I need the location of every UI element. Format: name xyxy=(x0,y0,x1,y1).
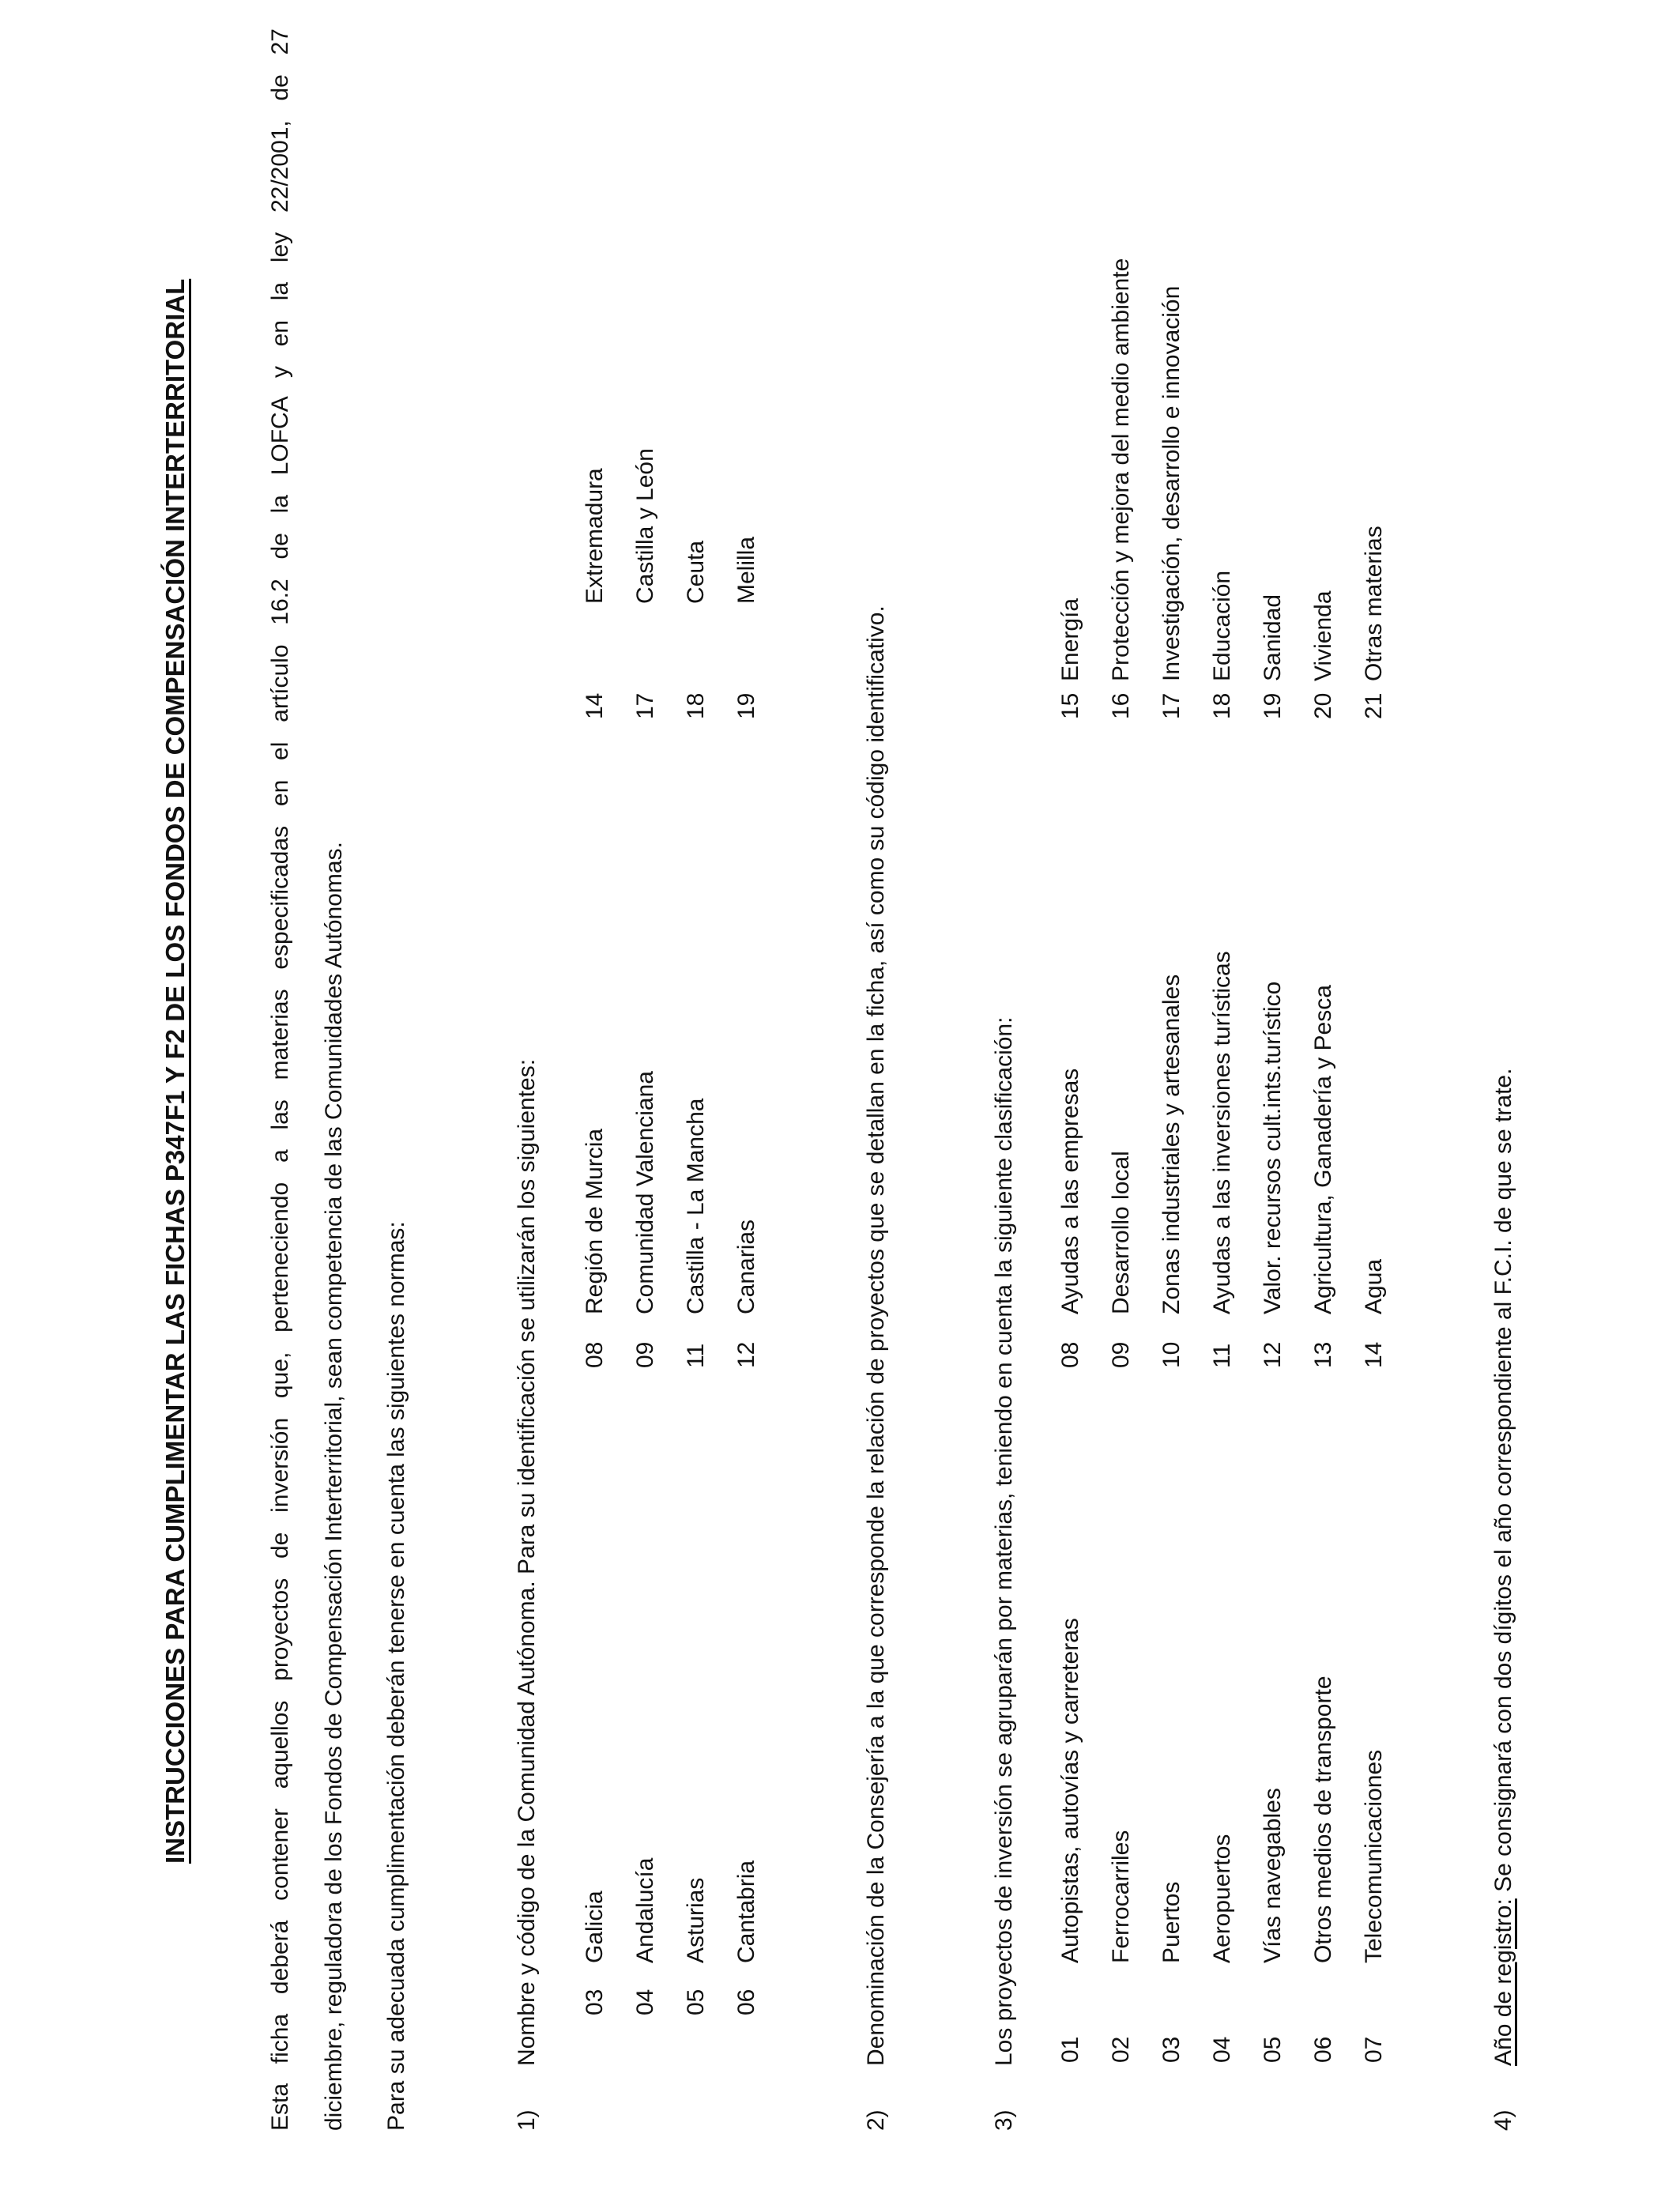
section-4-text: Se consignará con dos dígitos el año correspondiente al F.C.I. de que se trate. xyxy=(1490,1068,1516,1899)
materia-name: Agricultura, Ganadería y Pesca xyxy=(1310,985,1336,1314)
materia-code: 03 xyxy=(1158,2036,1185,2063)
region-name: Región de Murcia xyxy=(582,1128,608,1314)
materia-code: 09 xyxy=(1108,1341,1134,1368)
region-name: Comunidad Valenciana xyxy=(632,1071,658,1314)
materia-code: 15 xyxy=(1057,692,1083,719)
materia-name: Aeropuertos xyxy=(1209,1834,1235,1963)
region-code: 17 xyxy=(632,692,658,719)
materia-code: 20 xyxy=(1310,692,1336,719)
region-name: Castilla - La Mancha xyxy=(683,1098,709,1314)
region-code: 05 xyxy=(683,1989,709,2015)
materia-code: 11 xyxy=(1209,1343,1235,1368)
region-name: Ceuta xyxy=(683,540,709,604)
materia-name: Valor. recursos cult.ints.turístico xyxy=(1260,981,1286,1314)
region-name: Asturias xyxy=(683,1877,709,1963)
region-code: 04 xyxy=(632,1989,658,2015)
section-3-text: Los proyectos de inversión se agruparán por materias, teniendo en cuenta la siguiente clasificación: xyxy=(991,1016,1017,2066)
region-code: 09 xyxy=(632,1341,658,1368)
region-name: Extremadura xyxy=(582,468,608,604)
region-name: Canarias xyxy=(733,1219,759,1314)
region-code: 11 xyxy=(683,1343,709,1368)
region-code: 18 xyxy=(683,692,709,719)
materia-name: Ferrocarriles xyxy=(1108,1830,1134,1963)
section-4-number: 4) xyxy=(1490,2109,1516,2131)
materia-name: Otras materias xyxy=(1361,526,1387,681)
materia-code: 18 xyxy=(1209,692,1235,719)
materia-code: 02 xyxy=(1108,2036,1134,2063)
materia-code: 12 xyxy=(1260,1341,1286,1368)
materia-code: 05 xyxy=(1260,2036,1286,2063)
page-title: INSTRUCCIONES PARA CUMPLIMENTAR LAS FICHAS P347F1 Y F2 DE LOS FONDOS DE COMPENSACIÓN INTERTERRITORIAL xyxy=(160,278,190,1864)
section-1-text: Nombre y código de la Comunidad Autónoma. Para su identificación se utilizarán los siguientes: xyxy=(514,1058,540,2066)
materia-name: Vivienda xyxy=(1310,590,1336,681)
materia-name: Telecomunicaciones xyxy=(1361,1749,1387,1963)
materia-code: 04 xyxy=(1209,2036,1235,2063)
materia-code: 17 xyxy=(1158,692,1185,719)
materia-name: Agua xyxy=(1361,1258,1387,1314)
section-1-number: 1) xyxy=(514,2109,540,2131)
region-name: Melilla xyxy=(733,536,759,604)
materia-code: 21 xyxy=(1361,692,1387,719)
region-code: 06 xyxy=(733,1989,759,2015)
region-name: Castilla y León xyxy=(632,448,658,604)
region-code: 12 xyxy=(733,1341,759,1368)
materia-name: Ayudas a las inversiones turísticas xyxy=(1209,951,1235,1314)
materia-code: 13 xyxy=(1310,1341,1336,1368)
section-2-number: 2) xyxy=(863,2109,889,2131)
materia-name: Zonas industriales y artesanales xyxy=(1158,974,1185,1314)
section-4-label: Año de registro: xyxy=(1490,1898,1516,2066)
materia-name: Investigación, desarrollo e innovación xyxy=(1158,285,1185,681)
region-code: 14 xyxy=(582,692,608,719)
materia-name: Energía xyxy=(1057,598,1083,681)
region-code: 08 xyxy=(582,1341,608,1368)
materia-name: Ayudas a las empresas xyxy=(1057,1068,1083,1314)
materia-name: Educación xyxy=(1209,570,1235,681)
materia-code: 14 xyxy=(1361,1341,1387,1368)
materia-code: 07 xyxy=(1361,2036,1387,2063)
section-2-text: Denominación de la Consejería a la que corresponde la relación de proyectos que se detallan en la ficha, así como su código identificativo. xyxy=(863,605,889,2066)
materia-code: 16 xyxy=(1108,692,1134,719)
materia-code: 10 xyxy=(1158,1341,1185,1368)
materia-name: Otros medios de transporte xyxy=(1310,1676,1336,1963)
materia-name: Sanidad xyxy=(1260,594,1286,681)
materia-code: 01 xyxy=(1057,2036,1083,2063)
materia-code: 08 xyxy=(1057,1341,1083,1368)
region-name: Galicia xyxy=(582,1891,608,1963)
materia-name: Vías navegables xyxy=(1260,1788,1286,1963)
section-4-line xyxy=(1492,1069,1516,2066)
materia-code: 06 xyxy=(1310,2036,1336,2063)
intro-line-2: diciembre, reguladora de los Fondos de Compensación Interterritorial, sean competencia de las Comunidades Autónomas. xyxy=(321,842,347,2131)
materia-name: Puertos xyxy=(1158,1881,1185,1963)
region-code: 19 xyxy=(733,692,759,719)
intro-line-3: Para su adecuada cumplimentación deberán tenerse en cuenta las siguientes normas: xyxy=(383,1221,409,2131)
section-3-number: 3) xyxy=(991,2109,1017,2131)
intro-line-1: Esta ficha deberá contener aquellos proyectos de inversión que, perteneciendo a las materias especificadas en el artículo 16.2 de la LOFCA y en la ley 22/2001, de 27 xyxy=(267,28,293,2131)
materia-name: Desarrollo local xyxy=(1108,1151,1134,1314)
region-name: Andalucía xyxy=(632,1857,658,1963)
materia-name: Autopistas, autovías y carreteras xyxy=(1057,1618,1083,1963)
materia-code: 19 xyxy=(1260,692,1286,719)
materia-name: Protección y mejora del medio ambiente xyxy=(1108,258,1134,681)
region-name: Cantabria xyxy=(733,1860,759,1963)
region-code: 03 xyxy=(582,1989,608,2015)
